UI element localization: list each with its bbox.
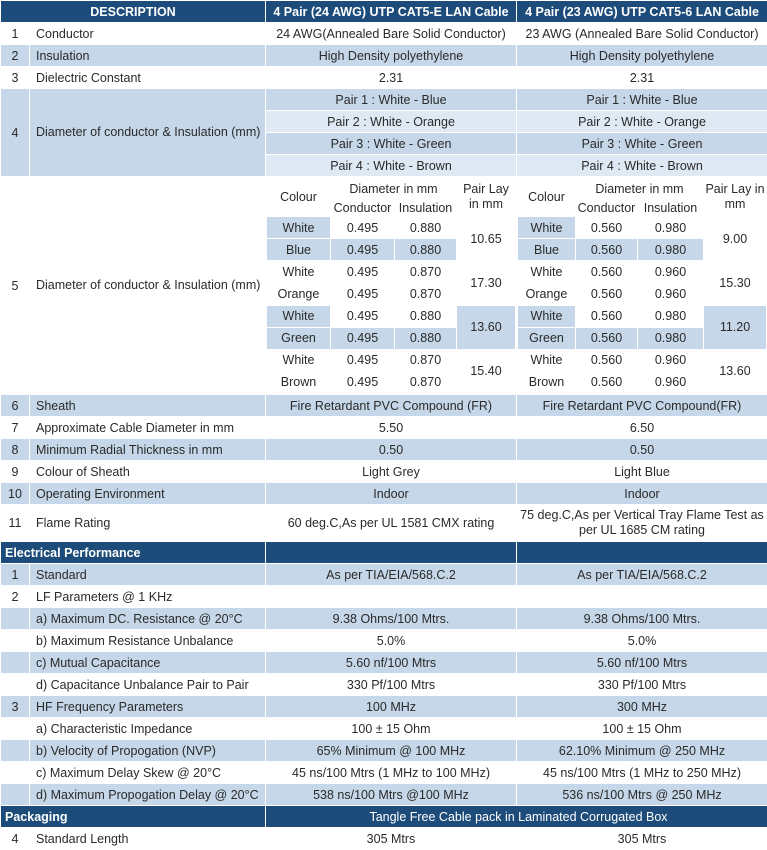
table-row <box>1 784 767 806</box>
cat5e-value: 538 ns/100 Mtrs @100 MHz <box>266 784 517 806</box>
row-description: d) Capacitance Unbalance Pair to Pair <box>30 674 266 696</box>
row-description: Diameter of conductor & Insulation (mm) <box>30 89 266 177</box>
table-row <box>1 652 767 674</box>
diameter-header: Diameter in mm <box>576 178 704 200</box>
row-description: Flame Rating <box>30 505 266 542</box>
cat6-value: 330 Pf/100 Mtrs <box>517 674 767 696</box>
colour-header: Colour <box>518 178 576 217</box>
conductor-cell: 0.560 <box>576 239 638 261</box>
section-title: Packaging <box>1 806 266 828</box>
table-row <box>1 696 767 718</box>
cat6-diameter-table <box>517 177 767 395</box>
conductor-cell: 0.560 <box>576 217 638 239</box>
row-description: c) Maximum Delay Skew @ 20°C <box>30 762 266 784</box>
cat6-value: 2.31 <box>517 67 767 89</box>
row-description: Minimum Radial Thickness in mm <box>30 439 266 461</box>
cat5e-value: 24 AWG(Annealed Bare Solid Conductor) <box>266 23 517 45</box>
insulation-cell: 0.870 <box>395 283 457 305</box>
insulation-cell: 0.880 <box>395 305 457 327</box>
table-row <box>1 483 767 505</box>
conductor-cell: 0.560 <box>576 261 638 283</box>
row-number <box>1 718 30 740</box>
colour-cell: Blue <box>518 239 576 261</box>
row-number: 9 <box>1 461 30 483</box>
colour-cell: White <box>267 305 331 327</box>
table-row <box>1 630 767 652</box>
cat5e-value: Light Grey <box>266 461 517 483</box>
insulation-cell: 0.880 <box>395 217 457 239</box>
cat6-pair: Pair 4 : White - Brown <box>517 155 767 177</box>
cat5e-value: Indoor <box>266 483 517 505</box>
pair-lay-header: Pair Lay in mm <box>704 178 767 217</box>
row-description: Standard <box>30 564 266 586</box>
cat5e-pair: Pair 4 : White - Brown <box>266 155 517 177</box>
pair-lay-cell: 10.65 <box>457 217 516 261</box>
insulation-cell: 0.870 <box>395 371 457 393</box>
table-row <box>1 674 767 696</box>
row-description: Insulation <box>30 45 266 67</box>
row-description: Conductor <box>30 23 266 45</box>
insulation-cell: 0.980 <box>638 305 704 327</box>
colour-cell: Orange <box>267 283 331 305</box>
insulation-cell: 0.980 <box>638 217 704 239</box>
pair-lay-cell: 15.30 <box>704 261 767 305</box>
section-header-electrical <box>1 542 767 564</box>
conductor-cell: 0.495 <box>331 283 395 305</box>
cat6-value: High Density polyethylene <box>517 45 767 67</box>
conductor-cell: 0.560 <box>576 349 638 371</box>
section-header-packaging <box>1 806 767 828</box>
header-cat5e: 4 Pair (24 AWG) UTP CAT5-E LAN Cable <box>266 1 517 23</box>
header-cat6: 4 Pair (23 AWG) UTP CAT5-6 LAN Cable <box>517 1 767 23</box>
cat5e-value: 5.0% <box>266 630 517 652</box>
row-number: 3 <box>1 696 30 718</box>
conductor-cell: 0.495 <box>331 239 395 261</box>
table-row <box>1 608 767 630</box>
cat6-value: 75 deg.C,As per Vertical Tray Flame Test as per UL 1685 CM rating <box>517 505 767 542</box>
row-description: Approximate Cable Diameter in mm <box>30 417 266 439</box>
cat6-value: 100 ± 15 Ohm <box>517 718 767 740</box>
pair-lay-cell: 13.60 <box>704 349 767 393</box>
cat6-value <box>517 586 767 608</box>
cat5e-value: 2.31 <box>266 67 517 89</box>
row-description: Diameter of conductor & Insulation (mm) <box>30 177 266 395</box>
row-number: 3 <box>1 67 30 89</box>
row-number: 1 <box>1 564 30 586</box>
row-number: 2 <box>1 45 30 67</box>
row-number: 4 <box>1 828 30 850</box>
row-number: 1 <box>1 23 30 45</box>
insulation-cell: 0.960 <box>638 261 704 283</box>
pair-lay-cell: 11.20 <box>704 305 767 349</box>
row-number: 8 <box>1 439 30 461</box>
cat6-pair: Pair 2 : White - Orange <box>517 111 767 133</box>
colour-cell: White <box>518 261 576 283</box>
table-row <box>1 828 767 850</box>
insulation-cell: 0.870 <box>395 261 457 283</box>
conductor-cell: 0.560 <box>576 327 638 349</box>
cat5e-value: 60 deg.C,As per UL 1581 CMX rating <box>266 505 517 542</box>
cat6-pair: Pair 1 : White - Blue <box>517 89 767 111</box>
conductor-cell: 0.560 <box>576 283 638 305</box>
row-description: b) Velocity of Propogation (NVP) <box>30 740 266 762</box>
row-description: Dielectric Constant <box>30 67 266 89</box>
row-description: LF Parameters @ 1 KHz <box>30 586 266 608</box>
row-number: 6 <box>1 395 30 417</box>
cat6-value: Indoor <box>517 483 767 505</box>
table-row <box>1 461 767 483</box>
row-number: 10 <box>1 483 30 505</box>
cat5e-value: 5.50 <box>266 417 517 439</box>
row-number <box>1 652 30 674</box>
pair-lay-cell: 17.30 <box>457 261 516 305</box>
colour-cell: Green <box>267 327 331 349</box>
cat6-value: As per TIA/EIA/568.C.2 <box>517 564 767 586</box>
colour-cell: White <box>267 261 331 283</box>
row-description: Operating Environment <box>30 483 266 505</box>
packaging-note: Tangle Free Cable pack in Laminated Corrugated Box <box>266 806 767 828</box>
row-number <box>1 784 30 806</box>
cat5e-pair: Pair 3 : White - Green <box>266 133 517 155</box>
cat5e-value: Fire Retardant PVC Compound (FR) <box>266 395 517 417</box>
cat5e-pair: Pair 1 : White - Blue <box>266 89 517 111</box>
row-description: Colour of Sheath <box>30 461 266 483</box>
table-row <box>1 45 767 67</box>
row-description: Sheath <box>30 395 266 417</box>
pair-lay-cell: 9.00 <box>704 217 767 261</box>
cat5e-pair: Pair 2 : White - Orange <box>266 111 517 133</box>
conductor-cell: 0.560 <box>576 305 638 327</box>
conductor-cell: 0.495 <box>331 217 395 239</box>
row-number <box>1 608 30 630</box>
conductor-cell: 0.495 <box>331 349 395 371</box>
cat6-value: 9.38 Ohms/100 Mtrs. <box>517 608 767 630</box>
table-row <box>1 439 767 461</box>
pair-lay-cell: 13.60 <box>457 305 516 349</box>
cat6-value: 5.0% <box>517 630 767 652</box>
row-number <box>1 674 30 696</box>
cat5e-value: 100 ± 15 Ohm <box>266 718 517 740</box>
insulation-cell: 0.960 <box>638 349 704 371</box>
colour-cell: Brown <box>267 371 331 393</box>
insulation-cell: 0.960 <box>638 371 704 393</box>
cat6-value: 305 Mtrs <box>517 828 767 850</box>
cat5e-value: 330 Pf/100 Mtrs <box>266 674 517 696</box>
conductor-cell: 0.560 <box>576 371 638 393</box>
cat5e-value: 45 ns/100 Mtrs (1 MHz to 100 MHz) <box>266 762 517 784</box>
conductor-cell: 0.495 <box>331 327 395 349</box>
row-number <box>1 762 30 784</box>
row-description: b) Maximum Resistance Unbalance <box>30 630 266 652</box>
conductor-cell: 0.495 <box>331 261 395 283</box>
table-row <box>1 23 767 45</box>
row-description: a) Maximum DC. Resistance @ 20°C <box>30 608 266 630</box>
cat6-value: 23 AWG (Annealed Bare Solid Conductor) <box>517 23 767 45</box>
conductor-header: Conductor <box>331 200 395 217</box>
cat5e-value <box>266 586 517 608</box>
cat6-value: 6.50 <box>517 417 767 439</box>
insulation-header: Insulation <box>638 200 704 217</box>
table-row <box>1 762 767 784</box>
cat6-value: Light Blue <box>517 461 767 483</box>
table-row <box>1 586 767 608</box>
table-row <box>1 417 767 439</box>
row-number: 11 <box>1 505 30 542</box>
cat5e-value: 305 Mtrs <box>266 828 517 850</box>
cat5e-value: High Density polyethylene <box>266 45 517 67</box>
colour-header: Colour <box>267 178 331 217</box>
conductor-cell: 0.495 <box>331 371 395 393</box>
section-title: Electrical Performance <box>1 542 266 564</box>
cat6-value: 5.60 nf/100 Mtrs <box>517 652 767 674</box>
diameter-header: Diameter in mm <box>331 178 457 200</box>
row-number <box>1 630 30 652</box>
colour-cell: White <box>518 349 576 371</box>
insulation-header: Insulation <box>395 200 457 217</box>
table-row <box>1 67 767 89</box>
table-row <box>1 89 767 111</box>
colour-cell: Orange <box>518 283 576 305</box>
colour-cell: White <box>267 217 331 239</box>
header-description: DESCRIPTION <box>1 1 266 23</box>
row-description: Standard Length <box>30 828 266 850</box>
row-number: 4 <box>1 89 30 177</box>
table-row <box>1 718 767 740</box>
cat5e-value: As per TIA/EIA/568.C.2 <box>266 564 517 586</box>
insulation-cell: 0.960 <box>638 283 704 305</box>
cat5e-value: 9.38 Ohms/100 Mtrs. <box>266 608 517 630</box>
cat5e-value: 5.60 nf/100 Mtrs <box>266 652 517 674</box>
conductor-cell: 0.495 <box>331 305 395 327</box>
cat5e-diameter-table <box>266 177 517 395</box>
insulation-cell: 0.870 <box>395 349 457 371</box>
insulation-cell: 0.880 <box>395 239 457 261</box>
insulation-cell: 0.980 <box>638 327 704 349</box>
table-row <box>1 564 767 586</box>
cat6-value: 536 ns/100 Mtrs @ 250 MHz <box>517 784 767 806</box>
row-number: 2 <box>1 586 30 608</box>
header-row <box>1 1 767 23</box>
cat6-value: 0.50 <box>517 439 767 461</box>
colour-cell: Green <box>518 327 576 349</box>
colour-cell: White <box>518 217 576 239</box>
insulation-cell: 0.980 <box>638 239 704 261</box>
cat6-value: 62.10% Minimum @ 250 MHz <box>517 740 767 762</box>
colour-cell: Blue <box>267 239 331 261</box>
insulation-cell: 0.880 <box>395 327 457 349</box>
section-spacer <box>266 542 517 564</box>
row-description: a) Characteristic Impedance <box>30 718 266 740</box>
row-number <box>1 740 30 762</box>
table-row <box>1 177 767 395</box>
cat6-value: 45 ns/100 Mtrs (1 MHz to 250 MHz) <box>517 762 767 784</box>
row-description: c) Mutual Capacitance <box>30 652 266 674</box>
cat6-pair: Pair 3 : White - Green <box>517 133 767 155</box>
conductor-header: Conductor <box>576 200 638 217</box>
colour-cell: Brown <box>518 371 576 393</box>
row-description: d) Maximum Propogation Delay @ 20°C <box>30 784 266 806</box>
table-row <box>1 505 767 542</box>
cat6-value: 300 MHz <box>517 696 767 718</box>
table-row <box>1 740 767 762</box>
row-number: 5 <box>1 177 30 395</box>
cat5e-value: 0.50 <box>266 439 517 461</box>
cat5e-value: 65% Minimum @ 100 MHz <box>266 740 517 762</box>
colour-cell: White <box>267 349 331 371</box>
row-number: 7 <box>1 417 30 439</box>
table-row <box>1 395 767 417</box>
cat6-value: Fire Retardant PVC Compound(FR) <box>517 395 767 417</box>
section-spacer <box>517 542 767 564</box>
row-description: HF Frequency Parameters <box>30 696 266 718</box>
pair-lay-cell: 15.40 <box>457 349 516 393</box>
pair-lay-header: Pair Lay in mm <box>457 178 516 217</box>
colour-cell: White <box>518 305 576 327</box>
cat5e-value: 100 MHz <box>266 696 517 718</box>
